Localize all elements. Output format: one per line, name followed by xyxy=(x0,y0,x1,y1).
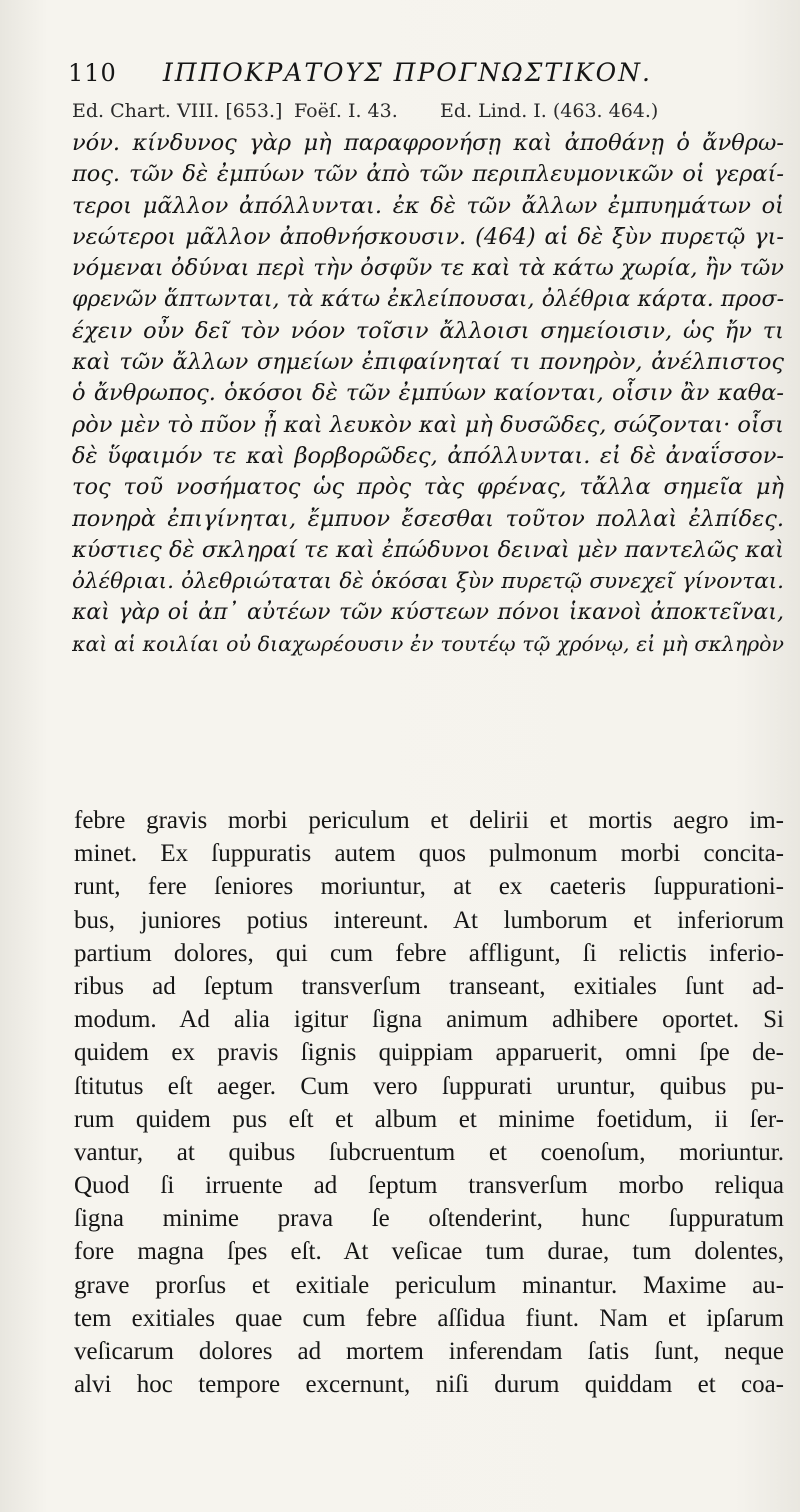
latin-line: fore magna ſpes eſt. At veſicae tum durae, tum dolentes, xyxy=(74,1238,784,1266)
greek-line: πος. τῶν δὲ ἐμπύων τῶν ἀπὸ τῶν περιπλευμονικῶν οἱ γεραί- xyxy=(72,161,784,188)
greek-line: καὶ τῶν ἄλλων σημείων ἐπιφαίνηταί τι πονηρὸν, ἀνέλπιστος xyxy=(72,349,784,376)
greek-line: έχειν οὖν δεῖ τὸν νόον τοῖσιν ἄλλοισι σημείοισιν, ὡς ἤν τι xyxy=(72,317,784,344)
edition-lind-ref: Ed. Lind. I. (463. 464.) xyxy=(440,100,659,122)
greek-line: τος τοῦ νοσήματος ὡς πρὸς τὰς φρένας, τἄλλα σημεῖα μὴ xyxy=(72,474,784,501)
page-number: 110 xyxy=(68,59,117,87)
latin-line: alvi hoc tempore excernunt, niſi durum quiddam et coa- xyxy=(74,1371,784,1399)
latin-line: quidem ex pravis ſignis quippiam apparuerit, omni ſpe de- xyxy=(74,1039,784,1067)
latin-line: ſtitutus eſt aeger. Cum vero ſuppurati uruntur, quibus pu- xyxy=(74,1072,784,1100)
edition-chart-ref: Ed. Chart. VIII. [653.] xyxy=(72,100,283,122)
greek-line: νεώτεροι μᾶλλον ἀποθνήσκουσιν. (464) αἱ δὲ ξὺν πυρετῷ γι- xyxy=(72,223,784,250)
greek-line: ρὸν μὲν τὸ πῦον ᾖ καὶ λευκὸν καὶ μὴ δυσῶδες, σώζονται· οἷσι xyxy=(72,411,784,438)
greek-line: νόν. κίνδυνος γὰρ μὴ παραφρονήσῃ καὶ ἀποθάνῃ ὁ ἄνθρω- xyxy=(72,130,784,156)
running-title: ΙΠΠΟΚΡΑΤΟΥΣ ΠΡΟΓΝΩΣΤΙΚΟΝ. xyxy=(162,58,652,87)
running-head xyxy=(68,58,788,87)
greek-line: καὶ γὰρ οἱ ἀπ᾽ αὐτέων τῶν κύστεων πόνοι ἱκανοὶ ἀποκτεῖναι, xyxy=(72,600,784,626)
greek-line: τεροι μᾶλλον ἀπόλλυνται. ἐκ δὲ τῶν ἄλλων ἐμπυημάτων οἱ xyxy=(72,192,784,219)
latin-line: partium dolores, qui cum febre affligunt, ſi relictis inferio- xyxy=(74,939,784,967)
greek-line: πονηρὰ ἐπιγίνηται, ἔμπυον ἔσεσθαι τοῦτον πολλαὶ ἐλπίδες. xyxy=(72,505,784,532)
latin-line: Quod ſi irruente ad ſeptum transverſum morbo reliqua xyxy=(74,1172,784,1200)
latin-line: bus, juniores potius intereunt. At lumborum et inferiorum xyxy=(74,906,784,934)
latin-line: vantur, at quibus ſubcruentum et coenoſum, moriuntur. xyxy=(74,1138,784,1166)
latin-line: runt, fere ſeniores moriuntur, at ex caeteris ſuppurationi- xyxy=(74,873,784,901)
greek-line: νόμεναι ὀδύναι περὶ τὴν ὀσφῦν τε καὶ τὰ κάτω χωρία, ἢν τῶν xyxy=(72,255,784,282)
greek-line: καὶ αἱ κοιλίαι οὐ διαχωρέουσιν ἐν τουτέῳ τῷ χρόνῳ, εἰ μὴ σκληρὸν xyxy=(72,631,784,656)
latin-line: veſicarum dolores ad mortem inferendam ſatis ſunt, neque xyxy=(74,1338,784,1365)
greek-line: κύστιες δὲ σκληραί τε καὶ ἐπώδυνοι δειναὶ μὲν παντελῶς καὶ xyxy=(72,536,784,563)
latin-line: ſigna minime prava ſe oſtenderint, hunc ſuppuratum xyxy=(74,1205,784,1233)
latin-line: febre gravis morbi periculum et delirii et mortis aegro im- xyxy=(74,807,784,834)
latin-line: tem exitiales quae cum febre aſſidua fiunt. Nam et ipſarum xyxy=(74,1304,784,1332)
latin-line: minet. Ex ſuppuratis autem quos pulmonum morbi concita- xyxy=(74,840,784,868)
latin-line: modum. Ad alia igitur ſigna animum adhibere oportet. Si xyxy=(74,1006,784,1034)
latin-line: ribus ad ſeptum transverſum transeant, exitiales ſunt ad- xyxy=(74,972,784,1000)
latin-line: grave prorſus et exitiale periculum minantur. Maxime au- xyxy=(74,1271,784,1299)
edition-references xyxy=(72,100,790,122)
greek-text xyxy=(72,128,784,660)
latin-translation xyxy=(74,804,784,1401)
greek-line: ὀλέθριαι. ὀλεθριώταται δὲ ὁκόσαι ξὺν πυρετῷ συνεχεῖ γίνονται. xyxy=(72,569,784,595)
greek-line: δὲ ὕφαιμόν τε καὶ βορβορῶδες, ἀπόλλυνται. εἰ δὲ ἀναΐσσον- xyxy=(72,442,784,469)
latin-line: rum quidem pus eſt et album et minime foetidum, ii ſer- xyxy=(74,1105,784,1133)
greek-line: φρενῶν ἅπτωνται, τὰ κάτω ἐκλείπουσαι, ὀλέθρια κάρτα. προσ- xyxy=(72,287,784,313)
greek-line: ὁ ἄνθρωπος. ὁκόσοι δὲ τῶν ἐμπύων καίονται, οἷσιν ἂν καθα- xyxy=(72,380,784,407)
edition-foes-ref: Foëſ. I. 43. xyxy=(294,100,398,122)
